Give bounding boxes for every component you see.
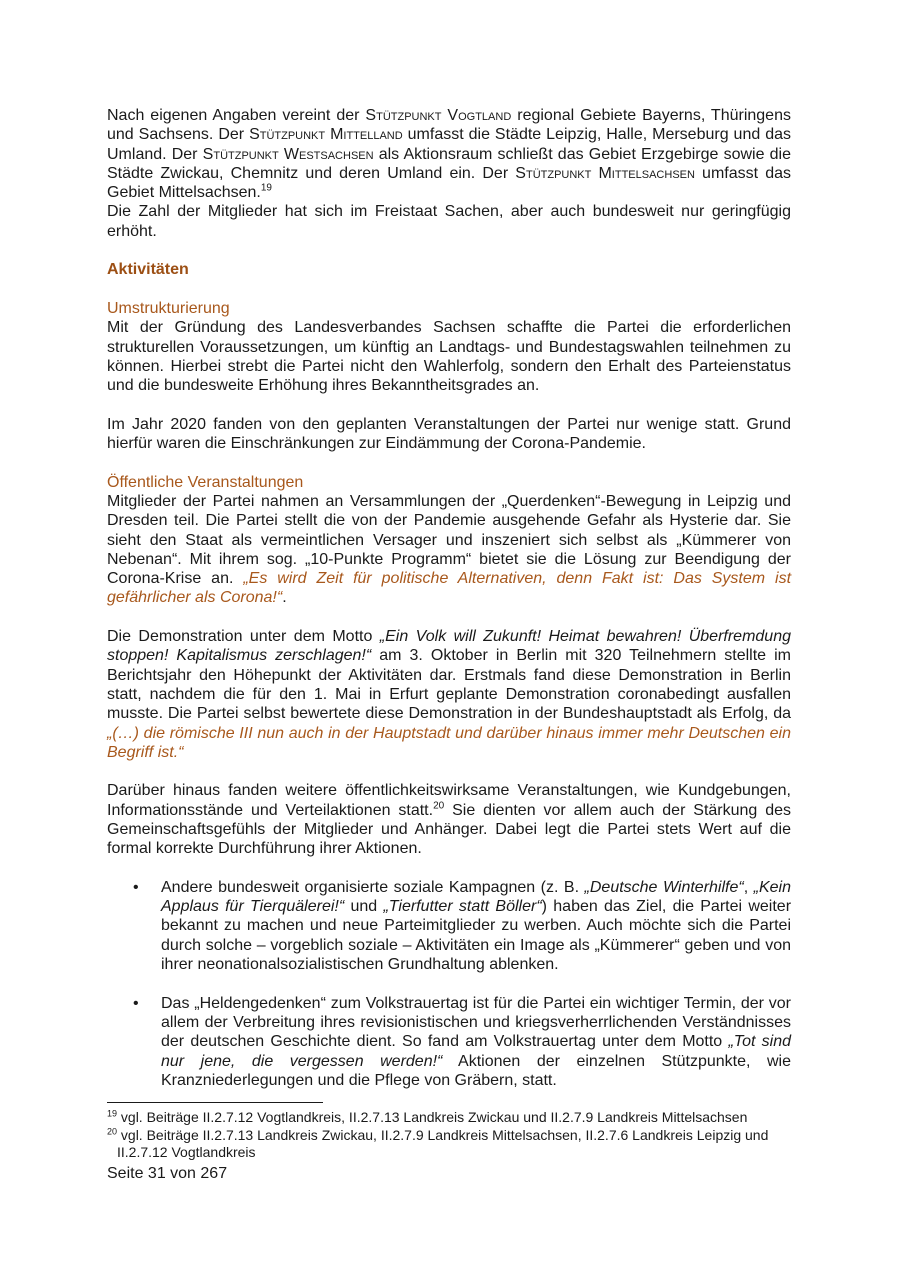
list-text: und — [344, 898, 384, 916]
quote: „Es wird Zeit für politische Alternativen, denn Fakt ist: Das System ist gefährlicher als Corona!“ — [107, 570, 792, 607]
campaign-name: „Tierfutter statt Böller“ — [383, 898, 542, 916]
footnote-text: vgl. Beiträge II.2.7.12 Vogtlandkreis, II.2.7.13 Landkreis Zwickau und II.2.7.9 Landkreis Mittelsachsen — [117, 1109, 748, 1126]
bullet-list — [107, 878, 791, 1090]
motto: „Tot sind nur jene, die vergessen werden!“ — [161, 1033, 791, 1070]
footnote-number: 20 — [107, 1125, 118, 1136]
campaign-name: „Kein Applaus für Tierquälerei!“ — [161, 878, 792, 916]
stuetzpunkt-name: Stützpunkt Westsachsen — [202, 145, 374, 163]
quote: „(…) die römische III nun auch in der Hauptstadt und darüber hinaus immer mehr Deutschen ein Begriff ist.“ — [107, 724, 791, 761]
membership-paragraph: Die Zahl der Mitglieder hat sich im Freistaat Sachen, aber auch bundesweit nur geringfügig erhöht. — [107, 203, 791, 240]
list-spacer — [107, 974, 791, 993]
footnote-number: 19 — [107, 1108, 118, 1119]
document-page — [107, 106, 791, 1183]
footnote-text: vgl. Beiträge II.2.7.13 Landkreis Zwickau, II.2.7.9 Landkreis Mittelsachsen, II.2.7.6 Landkreis Leipzig und II.2.7.12 Vogtlandkreis — [117, 1126, 769, 1161]
intro-text: regional Gebiete Bayerns, Thüringens und Sachsens. Der — [107, 107, 791, 144]
stuetzpunkt-name: Stützpunkt Mittelsachsen — [515, 164, 695, 182]
list-text: ) haben das Ziel, die Partei weiter bekannt zu machen und neue Parteimitglieder zu werben. Auch möchte sich die Partei durch solche – vorgeblich soziale – Aktivitäten ein Image als „Kümmerer“ geben und von ihrer neonationalsozialistischen Grundhaltung ablenken. — [161, 898, 792, 974]
intro-text: als Aktionsraum schließt das Gebiet Erzgebirge sowie die Städte Zwickau, Chemnitz und deren Umland ein. Der — [107, 145, 791, 182]
footnote-divider — [107, 1102, 323, 1103]
subheading-veranstaltungen: Öffentliche Veranstaltungen — [107, 473, 304, 491]
footnote-ref: 20 — [433, 800, 445, 812]
list-text: Das „Heldengedenken“ zum Volkstrauertag ist für die Partei ein wichtiger Termin, der vor allem der Verbreitung ihres revisionistischen und kriegsverherrlichenden Verständnisses der deutschen Geschichte dient. So fand am Volkstrauertag unter dem Motto — [161, 994, 791, 1051]
footnote-ref: 19 — [260, 182, 272, 194]
paragraph-text: Sie dienten vor allem auch der Stärkung des Gemeinschaftsgefühls der Mitglieder und Anhänger. Dabei legt die Partei stets Wert auf die formal korrekte Durchführung ihrer Aktionen. — [107, 801, 792, 858]
paragraph-text: Die Demonstration unter dem Motto — [107, 628, 380, 646]
footnote-19 — [107, 1109, 791, 1127]
list-text: Andere bundesweit organisierte soziale Kampagnen (z. B. — [161, 878, 585, 896]
paragraph-text: Mitglieder der Partei nahmen an Versammlungen der „Querdenken“-Bewegung in Leipzig und Dresden teil. Die Partei stellt die von der Pandemie ausgehende Gefahr als Hysterie dar. Sie sieht den Staat als vermeintlichen Versager und inszeniert sich selbst als „Kümmerer von Nebenan“. Mit ihrem sog. „10-Punkte Programm“ bietet sie die Lösung zur Beendigung der Corona-Krise an. — [107, 492, 791, 588]
motto: „Ein Volk will Zukunft! Heimat bewahren! Überfremdung stoppen! Kapitalismus zerschlagen!“ — [107, 628, 791, 665]
paragraph-text: . — [282, 589, 287, 607]
bullet-icon: • — [133, 994, 139, 1012]
demonstration-paragraph — [107, 627, 791, 762]
list-item — [107, 878, 791, 974]
querdenken-paragraph — [107, 492, 791, 608]
umstrukturierung-paragraph: Mit der Gründung des Landesverbandes Sachsen schaffte die Partei die erforderlichen strukturellen Voraussetzungen, um künftig an Landtags- und Bundestagswahlen teilnehmen zu können. Hierbei strebt die Partei nicht den Wahlerfolg, sondern den Erhalt des Parteienstatus und die bundesweite Erhöhung ihres Bekanntheitsgrades an. — [107, 319, 791, 395]
bullet-icon: • — [133, 878, 139, 896]
list-text: Aktionen der einzelnen Stützpunkte, wie Kranzniederlegungen und die Pflege von Gräbern, statt. — [161, 1052, 791, 1089]
footnote-20 — [107, 1127, 791, 1162]
subheading-umstrukturierung: Umstrukturierung — [107, 299, 230, 317]
paragraph-text: am 3. Oktober in Berlin mit 320 Teilnehmern stellte im Berichtsjahr den Höhepunkt der Aktivitäten dar. Erstmals fand diese Demonstration in Berlin statt, nachdem die für den 1. Mai in Erfurt geplante Demonstration coronabedingt ausfallen musste. Die Partei selbst bewertete diese Demonstration in der Bundeshauptstadt als Erfolg, da — [107, 647, 791, 723]
corona-paragraph: Im Jahr 2020 fanden von den geplanten Veranstaltungen der Partei nur wenige statt. Grund hierfür waren die Einschränkungen zur Eindämmung der Corona-Pandemie. — [107, 415, 791, 453]
list-text: , — [743, 878, 754, 896]
intro-text: umfasst die Städte Leipzig, Halle, Merseburg und das Umland. Der — [107, 126, 791, 163]
list-item — [107, 994, 791, 1090]
paragraph-text: Darüber hinaus fanden weitere öffentlichkeitswirksame Veranstaltungen, wie Kundgebungen, Informationsstände und Verteilaktionen statt. — [107, 782, 791, 819]
intro-text: Nach eigenen Angaben vereint der — [107, 107, 366, 124]
campaign-name: „Deutsche Winterhilfe“ — [584, 878, 744, 896]
page-number: Seite 31 von 267 — [107, 1164, 228, 1182]
intro-paragraph — [107, 106, 791, 202]
section-heading: Aktivitäten — [107, 261, 189, 279]
intro-text: umfasst das Gebiet Mittelsachsen. — [107, 164, 791, 202]
stuetzpunkt-name: Stützpunkt Mittelland — [249, 126, 403, 144]
weitere-veranstaltungen-paragraph — [107, 781, 791, 858]
stuetzpunkt-name: Stützpunkt Vogtland — [365, 107, 512, 124]
